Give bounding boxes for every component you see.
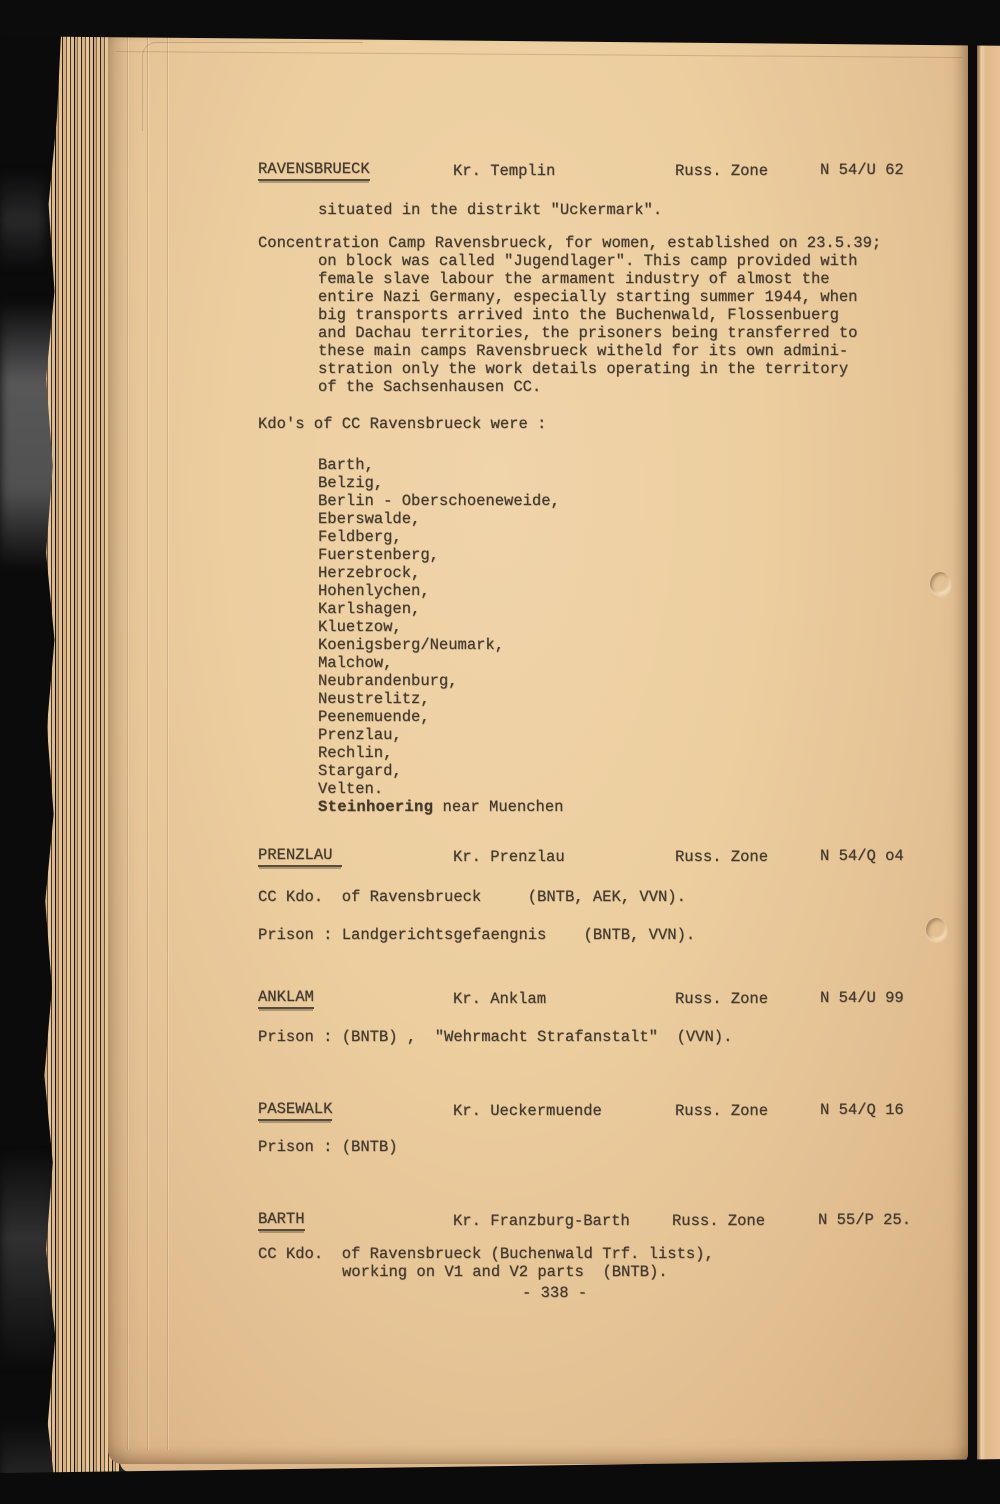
page-number: - 338 - bbox=[522, 1284, 588, 1302]
kdo-list bbox=[318, 456, 560, 798]
text-line: Feldberg, bbox=[318, 528, 402, 546]
text-line: entire Nazi Germany, especially starting summer 1944, when bbox=[318, 288, 858, 306]
kdo-heading: Kdo's of CC Ravensbrueck were : bbox=[258, 415, 547, 433]
text-line: Velten. bbox=[318, 780, 384, 798]
text-line: Rechlin, bbox=[318, 744, 393, 762]
paper-dimple bbox=[930, 572, 950, 594]
map-ref-pasewalk: N 54/Q 16 bbox=[820, 1101, 904, 1119]
text-line: Koenigsberg/Neumark, bbox=[318, 636, 505, 654]
text-line: Neustrelitz, bbox=[318, 690, 430, 708]
text-line: Herzebrock, bbox=[318, 564, 421, 582]
text-line: Stargard, bbox=[318, 762, 402, 780]
zone-anklam: Russ. Zone bbox=[675, 990, 769, 1008]
district-barth: Kr. Franzburg-Barth bbox=[453, 1212, 630, 1230]
text-line: female slave labour the armament industry of almost the bbox=[318, 270, 830, 288]
scanner-streak bbox=[0, 1150, 55, 1370]
text-line: Fuerstenberg, bbox=[318, 546, 439, 564]
text-line: Berlin - Oberschoeneweide, bbox=[318, 492, 560, 510]
kdo-note bbox=[318, 798, 563, 816]
section-title-anklam: ANKLAM bbox=[258, 988, 314, 1009]
pasewalk-prison-line: Prison : (BNTB) bbox=[258, 1138, 398, 1156]
text-line: stration only the work details operating in the territory bbox=[318, 360, 849, 378]
location-note: situated in the distrikt "Uckermark". bbox=[318, 201, 663, 219]
text-line: big transports arrived into the Buchenwald, Flossenbuerg bbox=[318, 306, 839, 324]
prenzlau-kdo-line: CC Kdo. of Ravensbrueck (BNTB, AEK, VVN). bbox=[258, 888, 686, 906]
district-prenzlau: Kr. Prenzlau bbox=[453, 848, 565, 866]
kdo-note-rest: near Muenchen bbox=[433, 798, 564, 816]
barth-kdo-line: CC Kdo. of Ravensbrueck (Buchenwald Trf. lists), bbox=[258, 1245, 714, 1263]
section-title-ravensbrueck: RAVENSBRUECK bbox=[258, 160, 370, 181]
section-title-pasewalk: PASEWALK bbox=[258, 1100, 332, 1121]
map-ref-anklam: N 54/U 99 bbox=[820, 989, 904, 1007]
text-line: on block was called "Jugendlager". This camp provided with bbox=[318, 252, 858, 270]
text-line: Karlshagen, bbox=[318, 600, 421, 618]
map-ref-barth: N 55/P 25. bbox=[818, 1211, 912, 1229]
text-line: Belzig, bbox=[318, 474, 384, 492]
district-anklam: Kr. Anklam bbox=[453, 990, 547, 1008]
text-line: these main camps Ravensbrueck witheld for its own admini- bbox=[318, 342, 849, 360]
scanner-streak bbox=[0, 170, 45, 270]
district-pasewalk: Kr. Ueckermuende bbox=[453, 1102, 602, 1120]
section-title-prenzlau: PRENZLAU bbox=[258, 846, 342, 867]
text-line: Hohenlychen, bbox=[318, 582, 430, 600]
text-line: Concentration Camp Ravensbrueck, for women, established on 23.5.39; bbox=[258, 234, 882, 252]
text-line: Malchow, bbox=[318, 654, 393, 672]
text-line: Barth, bbox=[318, 456, 374, 474]
barth-kdo-line2: working on V1 and V2 parts (BNTB). bbox=[342, 1263, 668, 1281]
anklam-prison-line: Prison : (BNTB) , "Wehrmacht Strafanstalt" (VVN). bbox=[258, 1028, 733, 1046]
map-ref-ravensbrueck: N 54/U 62 bbox=[820, 161, 904, 179]
prenzlau-prison-line: Prison : Landgerichtsgefaengnis (BNTB, VVN). bbox=[258, 926, 696, 944]
text-line: Prenzlau, bbox=[318, 726, 402, 744]
adjacent-page-edge bbox=[977, 40, 1000, 1464]
paper-dimple bbox=[926, 918, 946, 940]
stacked-corner-outline bbox=[142, 42, 363, 131]
zone-pasewalk: Russ. Zone bbox=[675, 1102, 769, 1120]
text-line: of the Sachsenhausen CC. bbox=[318, 378, 542, 396]
zone-ravensbrueck: Russ. Zone bbox=[675, 162, 769, 180]
map-ref-prenzlau: N 54/Q o4 bbox=[820, 847, 904, 865]
district-ravensbrueck: Kr. Templin bbox=[453, 162, 556, 180]
text-line: Neubrandenburg, bbox=[318, 672, 458, 690]
inner-page-edges bbox=[118, 36, 180, 1450]
text-line: Eberswalde, bbox=[318, 510, 421, 528]
zone-prenzlau: Russ. Zone bbox=[675, 848, 769, 866]
text-line: Kluetzow, bbox=[318, 618, 402, 636]
camp-description-paragraph bbox=[258, 234, 881, 396]
text-line: and Dachau territories, the prisoners being transferred to bbox=[318, 324, 858, 342]
zone-barth: Russ. Zone bbox=[672, 1212, 766, 1230]
text-line: Peenemuende, bbox=[318, 708, 430, 726]
kdo-note-bold: Steinhoering bbox=[318, 798, 434, 816]
section-title-barth: BARTH bbox=[258, 1210, 305, 1231]
